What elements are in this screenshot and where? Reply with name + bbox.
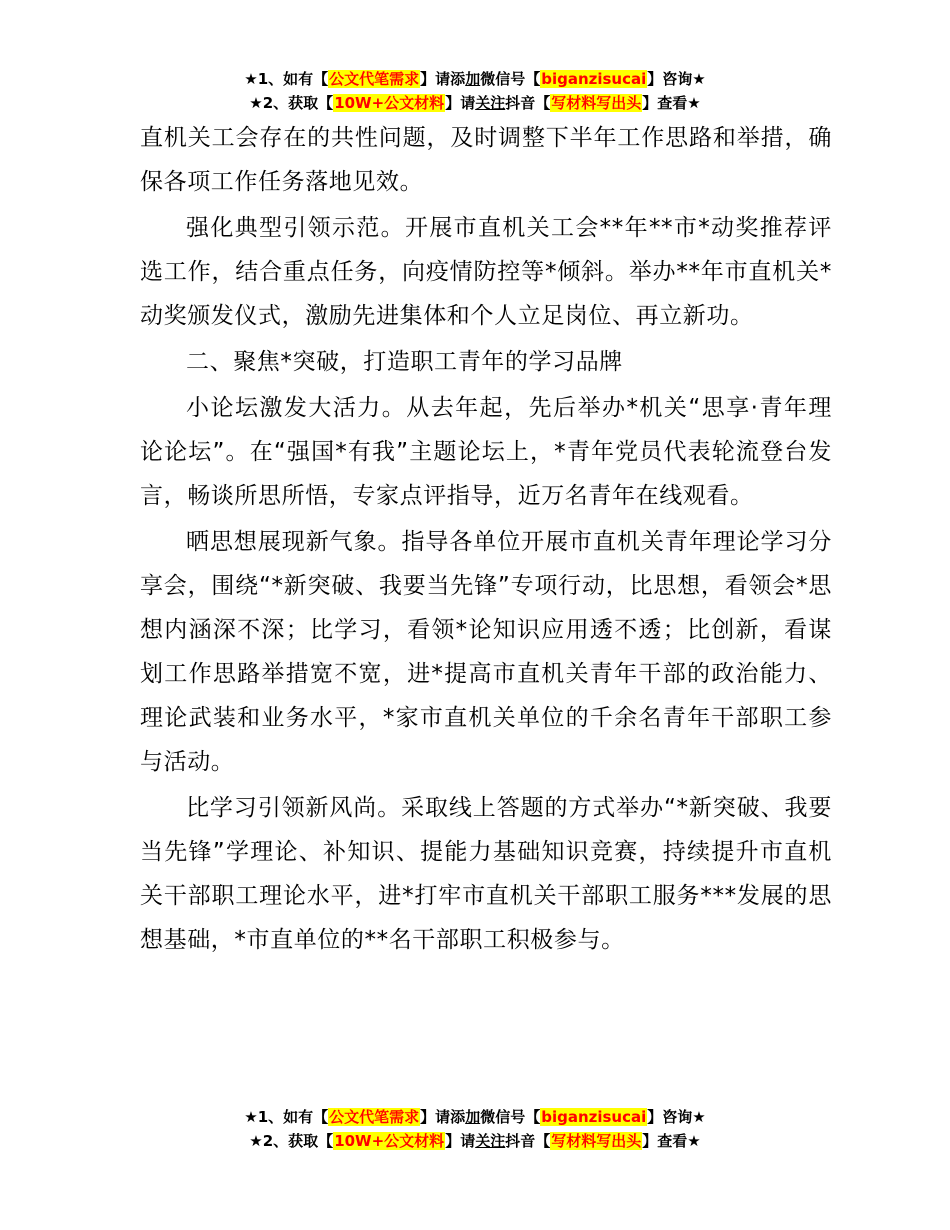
paragraph: 强化典型引领示范。开展市直机关工会**年**市*动奖推荐评选工作，结合重点任务，向疫情防控等*倾斜。举办**年市直机关*动奖颁发仪式，激励先进集体和个人立足岗位、再立新功。: [140, 215, 832, 329]
banner-line-1: [0, 67, 950, 91]
banner-text: 】请: [445, 1132, 476, 1150]
banner-text: 微信号【: [480, 70, 541, 88]
banner-text: 抖音【: [505, 94, 551, 112]
banner-text: 微信号【: [480, 1108, 541, 1126]
document-body: [140, 116, 832, 964]
banner-highlight: biganzisucai: [541, 70, 647, 88]
banner-text: ★2、获取【: [249, 94, 334, 112]
paragraph-continuation: 直机关工会存在的共性问题，及时调整下半年工作思路和举措，确保各项工作任务落地见效。: [140, 125, 832, 195]
banner-text: ★1、如有【: [244, 1108, 329, 1126]
banner-underlined-text: 关注: [475, 1132, 506, 1150]
banner-text: 抖音【: [505, 1132, 551, 1150]
banner-underlined-text: 关注: [475, 94, 506, 112]
paragraph: 晒思想展现新气象。指导各单位开展市直机关青年理论学习分享会，围绕“*新突破、我要当先锋”专项行动，比思想，看领会*思想内涵深不深；比学习，看领*论知识应用透不透；比创新，看谋划工作思路举措宽不宽，进*提高市直机关青年干部的政治能力、理论武装和业务水平，*家市直机关单位的千余名青年干部职工参与活动。: [140, 529, 832, 775]
banner-text: 】请: [445, 94, 476, 112]
banner-text: 】请添: [420, 1108, 466, 1126]
banner-text: ★2、获取【: [249, 1132, 334, 1150]
banner-highlight: 写材料写出头: [551, 1132, 642, 1150]
banner-highlight: 写材料写出头: [551, 94, 642, 112]
banner-highlight: 公文代笔需求: [329, 70, 420, 88]
banner-highlight: 10W+公文材料: [334, 1132, 445, 1150]
banner-text: ★1、如有【: [244, 70, 329, 88]
banner-text: 】咨询★: [647, 1108, 706, 1126]
banner-highlight: 公文代笔需求: [329, 1108, 420, 1126]
banner-text: 】查看★: [642, 94, 701, 112]
section-heading: 二、聚焦*突破，打造职工青年的学习品牌: [186, 349, 623, 375]
banner-text: 】请添: [420, 70, 466, 88]
banner-line-2: [0, 1129, 950, 1153]
banner-underlined-text: 加: [465, 70, 481, 88]
banner-text: 】查看★: [642, 1132, 701, 1150]
banner-highlight: 10W+公文材料: [334, 94, 445, 112]
paragraph: 比学习引领新风尚。采取线上答题的方式举办“*新突破、我要当先锋”学理论、补知识、提能力基础知识竞赛，持续提升市直机关干部职工理论水平，进*打牢市直机关干部职工服务***发展的思想基础，*市直单位的**名干部职工积极参与。: [140, 795, 832, 953]
footer-banner: [0, 1105, 950, 1153]
banner-line-1: [0, 1105, 950, 1129]
banner-line-2: [0, 91, 950, 115]
header-banner: [0, 67, 950, 115]
paragraph: 小论坛激发大活力。从去年起，先后举办*机关“思享·青年理论论坛”。在“强国*有我”主题论坛上，*青年党员代表轮流登台发言，畅谈所思所悟，专家点评指导，近万名青年在线观看。: [140, 395, 832, 509]
banner-underlined-text: 加: [465, 1108, 481, 1126]
banner-highlight: biganzisucai: [541, 1108, 647, 1126]
banner-text: 】咨询★: [647, 70, 706, 88]
